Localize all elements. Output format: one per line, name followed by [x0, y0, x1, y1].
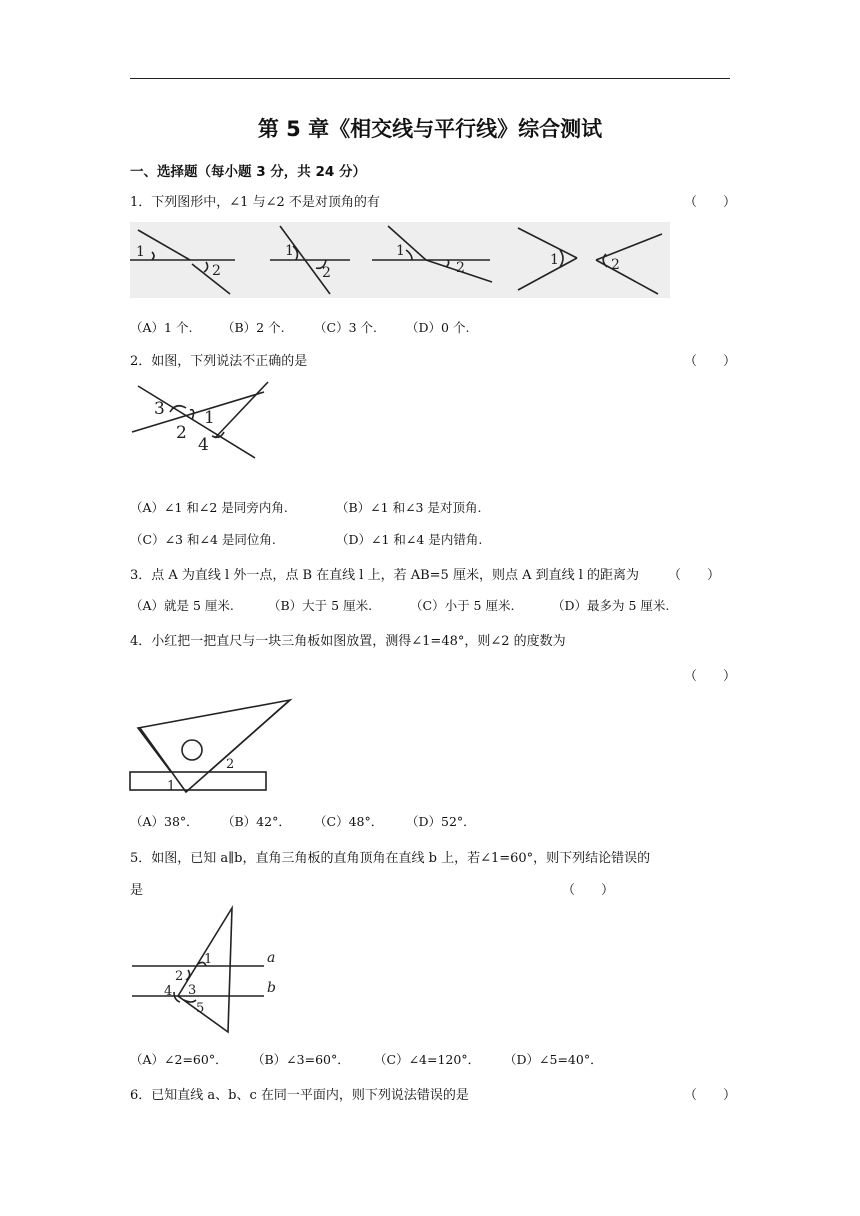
q1-fig5-label-2: 2 — [611, 257, 620, 273]
q1-fig4-label-1: 1 — [550, 252, 559, 268]
q5-answer-paren: （ ） — [562, 883, 615, 898]
q2-option-a: （A）∠1 和∠2 是同旁内角. — [130, 500, 288, 515]
q3-option-c: （C）小于 5 厘米. — [410, 598, 515, 613]
q2-option-b: （B）∠1 和∠3 是对顶角. — [336, 500, 482, 515]
q4-options — [130, 812, 476, 830]
q1-option-a: （A）1 个. — [130, 320, 193, 335]
q4-option-a: （A）38°． — [130, 814, 199, 829]
q4-option-c: （C）48°． — [314, 814, 384, 829]
q5-stem-line1: 5．如图，已知 a∥b，直角三角板的直角顶角在直线 b 上，若∠1=60°，则下列结论错误的 — [130, 851, 651, 866]
q1-fig1-label-1: 1 — [136, 244, 145, 260]
q1-fig3-label-1: 1 — [396, 243, 405, 259]
q1-fig3-label-2: 2 — [456, 260, 465, 276]
q1-stem: 1．下列图形中，∠1 与∠2 不是对顶角的有 — [130, 195, 380, 210]
q1-fig2-label-2: 2 — [322, 265, 331, 281]
q5-label-3: 3 — [188, 983, 197, 998]
q1-option-c: （C）3 个. — [314, 320, 377, 335]
q2-answer-paren: （ ） — [684, 354, 737, 369]
q1-figure — [130, 222, 670, 298]
q1-options — [130, 318, 469, 336]
q2-label-1: 1 — [204, 408, 215, 428]
q4-label-1: 1 — [167, 779, 176, 794]
q5-option-d: （D）∠5=40°． — [504, 1052, 603, 1067]
q2-options-row2 — [130, 530, 482, 548]
q2-stem: 2．如图，下列说法不正确的是 — [130, 354, 308, 369]
q4-stem: 4．小红把一把直尺与一块三角板如图放置，测得∠1=48°，则∠2 的度数为 — [130, 634, 566, 649]
q4-label-2: 2 — [226, 757, 235, 772]
q6-stem: 6．已知直线 a、b、c 在同一平面内，则下列说法错误的是 — [130, 1088, 469, 1103]
q3-options — [130, 596, 669, 614]
q6-answer-paren: （ ） — [684, 1088, 737, 1103]
q2-option-c: （C）∠3 和∠4 是同位角. — [130, 532, 276, 547]
q2-label-3: 3 — [154, 399, 165, 419]
q2-figure — [130, 378, 275, 468]
q1-option-b: （B）2 个. — [222, 320, 285, 335]
q1-option-d: （D）0 个. — [406, 320, 470, 335]
q5-stem-line2: 是 — [130, 883, 144, 898]
q5-line-b-label: b — [267, 980, 276, 996]
q2-options-row1 — [130, 498, 481, 516]
q5-figure — [130, 904, 290, 1038]
q3-answer-paren: （ ） — [668, 568, 721, 583]
q1-answer-paren: （ ） — [684, 195, 737, 210]
q5-label-4: 4 — [164, 984, 173, 999]
q3-option-d: （D）最多为 5 厘米. — [552, 598, 670, 613]
q5-label-1: 1 — [204, 952, 213, 967]
q4-option-b: （B）42°． — [222, 814, 291, 829]
q2-label-2: 2 — [176, 423, 187, 443]
q4-figure — [130, 696, 295, 796]
q4-option-d: （D）52°． — [406, 814, 476, 829]
page-title: 第 5 章《相交线与平行线》综合测试 — [257, 117, 603, 141]
q5-label-2: 2 — [175, 969, 184, 984]
q5-option-c: （C）∠4=120°． — [374, 1052, 481, 1067]
q5-options — [130, 1050, 603, 1068]
q3-option-a: （A）就是 5 厘米. — [130, 598, 234, 613]
q2-option-d: （D）∠1 和∠4 是内错角. — [336, 532, 483, 547]
q4-shapes — [130, 700, 290, 792]
q1-fig1-label-2: 2 — [212, 263, 221, 279]
header-rule — [130, 78, 730, 79]
q4-answer-paren: （ ） — [684, 669, 737, 684]
q3-option-b: （B）大于 5 厘米. — [268, 598, 373, 613]
q5-option-a: （A）∠2=60°． — [130, 1052, 228, 1067]
q5-label-5: 5 — [196, 1001, 205, 1016]
q1-fig2-label-1: 1 — [285, 243, 294, 259]
section-heading: 一、选择题（每小题 3 分，共 24 分） — [130, 164, 366, 180]
q5-line-a-label: a — [267, 950, 276, 966]
q5-option-b: （B）∠3=60°． — [252, 1052, 350, 1067]
q3-stem: 3．点 A 为直线 l 外一点，点 B 在直线 l 上，若 AB=5 厘米，则点 A 到直线 l 的距离为 — [130, 568, 640, 583]
q2-label-4: 4 — [198, 435, 209, 455]
